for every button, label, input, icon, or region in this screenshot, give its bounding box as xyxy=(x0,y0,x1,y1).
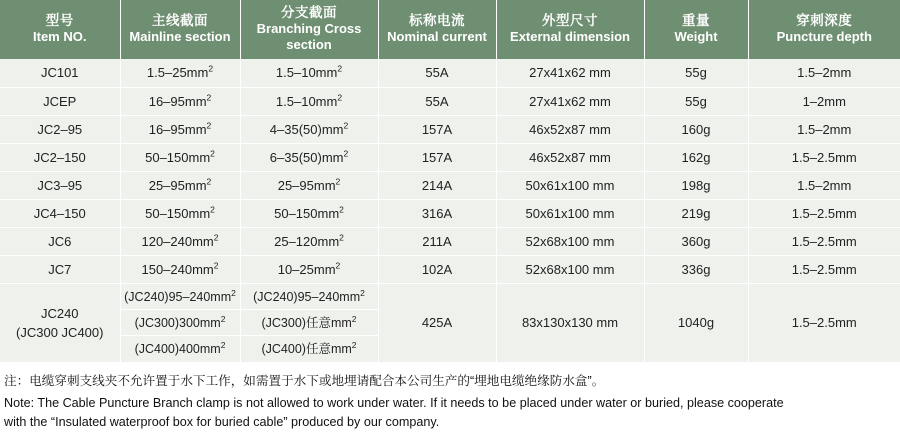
table-row xyxy=(0,87,900,115)
cell-current: 214A xyxy=(378,171,496,199)
cell-current: 211A xyxy=(378,227,496,255)
cell-model: JC7 xyxy=(0,255,120,283)
column-header-external-dimension-en: External dimension xyxy=(510,29,630,44)
cell-branch-value: 1.5–10mm xyxy=(275,93,338,109)
table-row xyxy=(0,171,900,199)
cell-mainline-value: 1.5–25mm xyxy=(146,65,209,81)
cell-mainline-value: 16–95mm xyxy=(148,121,207,137)
column-header-weight-en: Weight xyxy=(674,29,718,44)
cell-current: 55A xyxy=(378,87,496,115)
column-header-item-no-cn: 型号 xyxy=(45,13,74,28)
cell-dimension: 50x61x100 mm xyxy=(496,171,644,199)
table-row xyxy=(0,199,900,227)
cell-mainline-sub-value: (JC400)400mm xyxy=(134,341,221,356)
column-header-mainline xyxy=(120,0,240,59)
column-header-puncture-depth-cn: 穿刺深度 xyxy=(796,13,853,28)
cell-depth: 1.5–2.5mm xyxy=(748,283,900,362)
cell-dimension: 27x41x62 mm xyxy=(496,87,644,115)
cell-weight: 198g xyxy=(644,171,748,199)
cell-current: 425A xyxy=(378,283,496,362)
cell-dimension: 27x41x62 mm xyxy=(496,59,644,87)
cell-mainline-sub-sup: 2 xyxy=(231,287,236,298)
table-row xyxy=(0,115,900,143)
cell-mainline-sup: 2 xyxy=(206,92,212,103)
cell-model xyxy=(0,283,120,362)
cell-mainline xyxy=(120,171,240,199)
cell-mainline-sub-value: (JC240)95–240mm xyxy=(124,289,232,304)
cell-branch xyxy=(240,59,378,87)
cell-model: JC6 xyxy=(0,227,120,255)
cell-mainline xyxy=(120,283,240,362)
cell-mainline-value: 50–150mm xyxy=(145,205,211,221)
cell-branch xyxy=(240,199,378,227)
cell-branch-sup: 2 xyxy=(339,232,344,243)
cell-branch xyxy=(240,87,378,115)
cell-current: 316A xyxy=(378,199,496,227)
cell-model: JC2–95 xyxy=(0,115,120,143)
cell-dimension: 50x61x100 mm xyxy=(496,199,644,227)
cell-mainline-sub-value: (JC300)300mm xyxy=(134,315,221,330)
table-row xyxy=(0,283,900,362)
cell-dimension: 83x130x130 mm xyxy=(496,283,644,362)
cell-depth: 1.5–2mm xyxy=(748,115,900,143)
note-english-line2: with the “Insulated waterproof box for buried cable” produced by our company. xyxy=(4,414,440,429)
notes-block xyxy=(0,362,900,432)
cell-mainline xyxy=(120,87,240,115)
column-header-nominal-current-cn: 标称电流 xyxy=(409,13,465,28)
cell-branch-sub-sup: 2 xyxy=(360,287,365,298)
cell-branch xyxy=(240,283,378,362)
cell-model: JC2–150 xyxy=(0,143,120,171)
cell-mainline-sub xyxy=(121,336,240,362)
cell-branch-value: 4–35(50)mm xyxy=(269,121,344,137)
cell-branch xyxy=(240,143,378,171)
cell-current: 102A xyxy=(378,255,496,283)
cell-branch-sup: 2 xyxy=(337,92,343,103)
cell-dimension: 52x68x100 mm xyxy=(496,227,644,255)
cell-mainline-sup: 2 xyxy=(213,260,219,271)
cell-mainline-sub xyxy=(121,310,240,336)
cell-model: JC3–95 xyxy=(0,171,120,199)
cell-branch-sub-value: (JC300)任意mm xyxy=(261,315,352,330)
column-header-external-dimension xyxy=(496,0,644,59)
table-header-row xyxy=(0,0,900,59)
cell-depth: 1.5–2mm xyxy=(748,59,900,87)
table-header xyxy=(0,0,900,59)
cell-mainline-sup: 2 xyxy=(210,148,215,159)
table-row xyxy=(0,59,900,87)
cell-branch-sub xyxy=(241,310,378,336)
table-body xyxy=(0,59,900,362)
cell-mainline-sup: 2 xyxy=(208,63,214,74)
column-header-item-no-en: Item NO. xyxy=(33,29,87,44)
column-header-branching-cn: 分支截面 xyxy=(281,5,337,20)
column-header-mainline-en: Mainline section xyxy=(129,29,231,44)
cell-mainline xyxy=(120,227,240,255)
cell-model: JCEP xyxy=(0,87,120,115)
cell-weight: 55g xyxy=(644,87,748,115)
cell-dimension: 52x68x100 mm xyxy=(496,255,644,283)
cell-mainline-value: 16–95mm xyxy=(148,93,207,109)
cell-mainline-sup: 2 xyxy=(206,120,212,131)
cell-mainline-value: 150–240mm xyxy=(141,261,214,277)
cell-weight: 160g xyxy=(644,115,748,143)
cell-depth: 1.5–2mm xyxy=(748,171,900,199)
cell-weight: 336g xyxy=(644,255,748,283)
column-header-nominal-current xyxy=(378,0,496,59)
cell-model: JC4–150 xyxy=(0,199,120,227)
cell-mainline-sup: 2 xyxy=(210,204,215,215)
cell-branch-value: 25–120mm xyxy=(274,233,340,249)
cell-depth: 1–2mm xyxy=(748,87,900,115)
cell-mainline-sub xyxy=(121,284,240,310)
cell-mainline-sub-sup: 2 xyxy=(220,313,226,324)
cell-mainline-sub-sup: 2 xyxy=(220,339,226,350)
cell-depth: 1.5–2.5mm xyxy=(748,199,900,227)
cell-mainline-value: 120–240mm xyxy=(141,233,214,249)
column-header-branching-en: Branching Cross section xyxy=(256,21,362,52)
cell-mainline xyxy=(120,115,240,143)
cell-mainline xyxy=(120,143,240,171)
cell-branch-value: 6–35(50)mm xyxy=(269,149,344,165)
cell-depth: 1.5–2.5mm xyxy=(748,255,900,283)
cell-branch-value: 50–150mm xyxy=(274,205,340,221)
cell-dimension: 46x52x87 mm xyxy=(496,115,644,143)
cell-branch-sup: 2 xyxy=(337,63,343,74)
cell-weight: 55g xyxy=(644,59,748,87)
cell-model-line2: (JC300 JC400) xyxy=(16,324,104,340)
column-header-puncture-depth-en: Puncture depth xyxy=(776,29,872,44)
cell-branch-sub-sup: 2 xyxy=(351,313,357,324)
cell-mainline-sup: 2 xyxy=(213,232,219,243)
cell-branch-value: 10–25mm xyxy=(277,261,336,277)
column-header-mainline-cn: 主线截面 xyxy=(152,13,208,28)
cell-mainline xyxy=(120,59,240,87)
cell-branch-sup: 2 xyxy=(343,148,349,159)
note-chinese: 注：电缆穿刺支线夹不允许置于水下工作，如需置于水下或地埋请配合本公司生产的“埋地电缆绝缘防水盒”。 xyxy=(4,373,605,388)
cell-model-line1: JC240 xyxy=(40,305,79,321)
cell-branch-value: 25–95mm xyxy=(277,177,336,193)
cell-branch xyxy=(240,227,378,255)
cell-current: 157A xyxy=(378,143,496,171)
cell-branch-sup: 2 xyxy=(335,260,341,271)
cell-model: JC101 xyxy=(0,59,120,87)
cell-branch-sub-value: (JC400)任意mm xyxy=(261,341,352,356)
column-header-item-no xyxy=(0,0,120,59)
note-english-line1: Note: The Cable Puncture Branch clamp is not allowed to work under water. If it needs to be placed under water or buried, please cooperate xyxy=(4,395,784,410)
cell-branch-sub xyxy=(241,284,378,310)
cell-branch-sup: 2 xyxy=(343,120,349,131)
cell-mainline-value: 50–150mm xyxy=(145,149,211,165)
cell-weight: 219g xyxy=(644,199,748,227)
cell-weight: 360g xyxy=(644,227,748,255)
column-header-weight xyxy=(644,0,748,59)
cell-branch-sub xyxy=(241,336,378,362)
cell-current: 157A xyxy=(378,115,496,143)
column-header-weight-cn: 重量 xyxy=(682,13,710,28)
column-header-external-dimension-cn: 外型尺寸 xyxy=(542,13,598,28)
cell-dimension: 46x52x87 mm xyxy=(496,143,644,171)
cell-branch xyxy=(240,255,378,283)
cell-branch-sup: 2 xyxy=(335,176,341,187)
cell-weight: 1040g xyxy=(644,283,748,362)
cell-branch-sup: 2 xyxy=(339,204,344,215)
cell-branch-value: 1.5–10mm xyxy=(275,65,338,81)
cell-branch xyxy=(240,171,378,199)
cell-weight: 162g xyxy=(644,143,748,171)
cell-branch xyxy=(240,115,378,143)
cell-current: 55A xyxy=(378,59,496,87)
cell-mainline-sup: 2 xyxy=(206,176,212,187)
cell-depth: 1.5–2.5mm xyxy=(748,143,900,171)
cell-mainline xyxy=(120,255,240,283)
table-row xyxy=(0,143,900,171)
cell-depth: 1.5–2.5mm xyxy=(748,227,900,255)
column-header-branching xyxy=(240,0,378,59)
column-header-nominal-current-en: Nominal current xyxy=(387,29,487,44)
table-row xyxy=(0,227,900,255)
cell-mainline-value: 25–95mm xyxy=(148,177,207,193)
cell-branch-sub-value: (JC240)95–240mm xyxy=(253,289,361,304)
table-row xyxy=(0,255,900,283)
cell-branch-sub-sup: 2 xyxy=(351,339,357,350)
column-header-puncture-depth xyxy=(748,0,900,59)
cell-mainline xyxy=(120,199,240,227)
